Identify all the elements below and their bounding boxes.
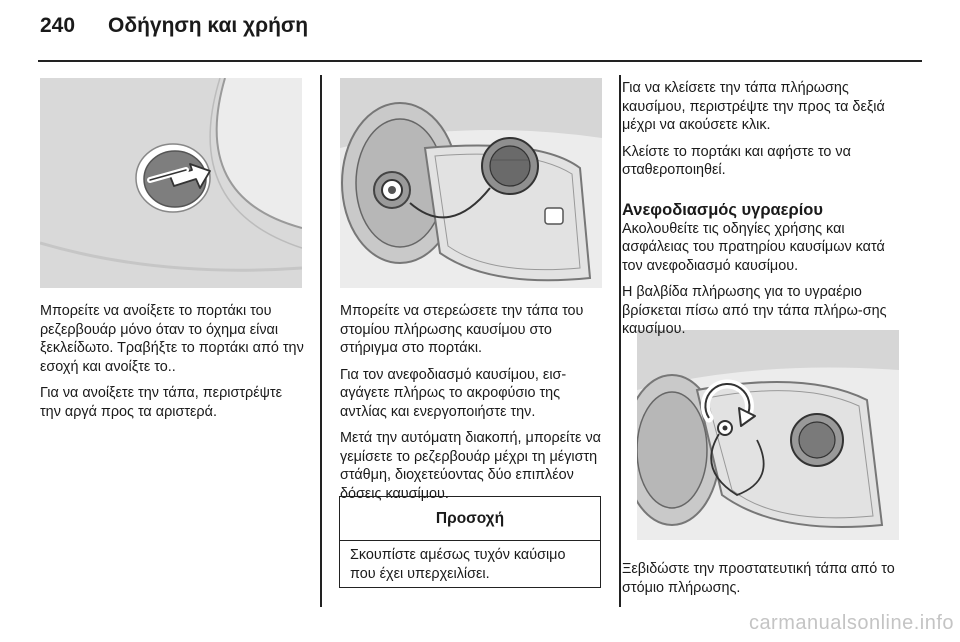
column-2: [340, 302, 608, 511]
figure-lpg-valve: [637, 330, 899, 540]
fuel-cap-tethered-icon: [340, 78, 602, 288]
column-divider-left: [320, 75, 322, 607]
page-title: Οδήγηση και χρήση: [108, 14, 309, 37]
section-heading: Ανεφοδιασμός υγραερίου: [622, 200, 823, 219]
paragraph: Για να ανοίξετε την τάπα, περιστρέψτε την αργά προς τα αριστερά.: [40, 385, 282, 420]
paragraph: Μετά την αυτόματη διακοπή, μπορείτε να γεμίσετε το ρεζερβουάρ μέχρι τη μέγιστη στάθμη, διοχετεύοντας δύο επιπλέον δόσεις καυσίμου.: [340, 430, 601, 502]
column-divider-right: [619, 75, 621, 607]
paragraph: Ξεβιδώστε την προστατευτική τάπα από το στόμιο πλήρωσης.: [622, 561, 895, 596]
watermark: carmanualsonline.info: [748, 612, 954, 634]
column-3: [622, 79, 904, 347]
paragraph: Η βαλβίδα πλήρωσης για το υγραέριο βρίσκεται πίσω από την τάπα πλήρω-σης καυσίμου.: [622, 284, 887, 337]
column-1: [40, 302, 305, 429]
column-3-bottom: [622, 560, 904, 605]
caution-title: Προσοχή: [340, 497, 600, 541]
lpg-valve-rotate-icon: [637, 330, 899, 540]
header-rule: [38, 60, 922, 62]
fuel-door-arrow-icon: [40, 78, 302, 288]
page-header: [40, 14, 308, 44]
paragraph: Για τον ανεφοδιασμό καυσίμου, εισ-αγάγετε πλήρως το ακροφύσιο της αντλίας και ενεργοποιήστε την.: [340, 366, 567, 420]
caution-box: [339, 496, 601, 588]
paragraph: Ακολουθείτε τις οδηγίες χρήσης και ασφάλειας του πρατηρίου καυσίμων κατά τον ανεφοδιασμό καυσίμου.: [622, 220, 885, 274]
paragraph: Κλείστε το πορτάκι και αφήστε το να σταθεροποιηθεί.: [622, 143, 851, 178]
caution-text: Σκουπίστε αμέσως τυχόν καύσιμο που έχει υπερχειλίσει.: [350, 547, 566, 582]
paragraph: Μπορείτε να στερεώσετε την τάπα του στομίου πλήρωσης καυσίμου στο στήριγμα στο πορτάκι.: [340, 303, 584, 356]
paragraph: Για να κλείσετε την τάπα πλήρωσης καυσίμου, περιστρέψτε την προς τα δεξιά μέχρι να ακούσετε κλικ.: [622, 80, 885, 133]
page-number: 240: [40, 14, 76, 37]
figure-fuel-cap: [340, 78, 602, 288]
figure-fuel-door: [40, 78, 302, 288]
paragraph: Μπορείτε να ανοίξετε το πορτάκι του ρεζερβουάρ μόνο όταν το όχημα είναι ξεκλείδωτο. Τραβήξτε το πορτάκι από την εσοχή και ανοίξτε το..: [40, 303, 304, 375]
